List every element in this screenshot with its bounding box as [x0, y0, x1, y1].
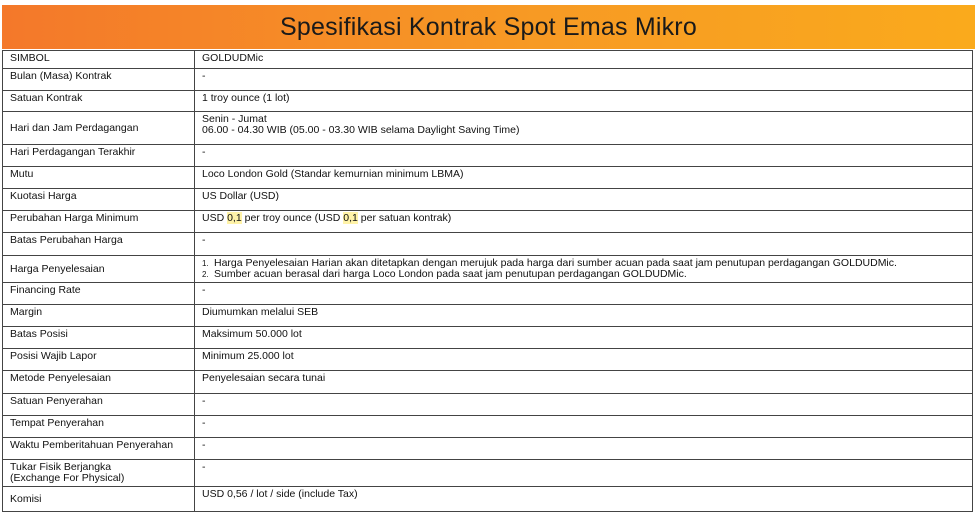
row-label: Hari Perdagangan Terakhir [3, 145, 195, 167]
row-value: - [195, 145, 973, 167]
settlement-list [202, 258, 972, 280]
title-banner [2, 5, 975, 49]
table-row [3, 211, 973, 233]
list-item [202, 269, 972, 280]
table-row [3, 112, 973, 145]
row-label: Komisi [3, 487, 195, 512]
row-value: - [195, 438, 973, 460]
row-value: Maksimum 50.000 lot [195, 327, 973, 349]
table-row [3, 327, 973, 349]
list-number: 1. [202, 259, 209, 268]
row-label: Batas Posisi [3, 327, 195, 349]
row-label: Hari dan Jam Perdagangan [3, 112, 195, 145]
row-label: Bulan (Masa) Kontrak [3, 69, 195, 91]
highlighted-amount: 0,1 [343, 212, 358, 224]
row-label: Harga Penyelesaian [3, 256, 195, 283]
table-row [3, 438, 973, 460]
value-line: Senin - Jumat [202, 113, 267, 125]
row-value: GOLDUDMic [195, 51, 973, 69]
row-value: Penyelesaian secara tunai [195, 371, 973, 394]
row-value: - [195, 460, 973, 487]
row-label: Tempat Penyerahan [3, 416, 195, 438]
row-value: - [195, 416, 973, 438]
list-number: 2. [202, 270, 209, 279]
table-row [3, 371, 973, 394]
row-value: Loco London Gold (Standar kemurnian minimum LBMA) [195, 167, 973, 189]
table-row [3, 349, 973, 371]
row-value: - [195, 69, 973, 91]
table-row [3, 51, 973, 69]
table-row [3, 460, 973, 487]
row-label: Kuotasi Harga [3, 189, 195, 211]
value-line: 06.00 - 04.30 WIB (05.00 - 03.30 WIB selama Daylight Saving Time) [202, 124, 520, 136]
table-row [3, 69, 973, 91]
table-row [3, 416, 973, 438]
highlighted-amount: 0,1 [227, 212, 242, 224]
table-row [3, 256, 973, 283]
table-row [3, 305, 973, 327]
row-value: - [195, 233, 973, 256]
table-row [3, 167, 973, 189]
row-label: Metode Penyelesaian [3, 371, 195, 394]
row-value: Diumumkan melalui SEB [195, 305, 973, 327]
row-value: USD 0,56 / lot / side (include Tax) [195, 487, 973, 512]
row-value [195, 211, 973, 233]
value-part: USD [202, 212, 228, 224]
table-row [3, 394, 973, 416]
row-label: Satuan Kontrak [3, 91, 195, 112]
label-line: (Exchange For Physical) [10, 472, 125, 484]
row-label: Margin [3, 305, 195, 327]
list-text: Sumber acuan berasal dari harga Loco London pada saat jam penutupan perdagangan GOLDUDMic. [214, 268, 687, 280]
row-value: - [195, 394, 973, 416]
row-label [3, 460, 195, 487]
table-row [3, 233, 973, 256]
list-text: Harga Penyelesaian Harian akan ditetapkan dengan merujuk pada harga dari sumber acuan pada saat jam penutupan perdagangan GOLDUDMic. [214, 257, 897, 269]
specification-table [2, 50, 973, 512]
row-label: Batas Perubahan Harga [3, 233, 195, 256]
table-row [3, 189, 973, 211]
value-part: per satuan kontrak) [357, 212, 452, 224]
row-label: Waktu Pemberitahuan Penyerahan [3, 438, 195, 460]
row-value [195, 112, 973, 145]
row-value [195, 256, 973, 283]
row-value: Minimum 25.000 lot [195, 349, 973, 371]
table-row [3, 283, 973, 305]
row-label: Perubahan Harga Minimum [3, 211, 195, 233]
table-row [3, 91, 973, 112]
row-label: Mutu [3, 167, 195, 189]
row-value: - [195, 283, 973, 305]
table-row [3, 145, 973, 167]
page-title: Spesifikasi Kontrak Spot Emas Mikro [280, 12, 697, 41]
row-value: 1 troy ounce (1 lot) [195, 91, 973, 112]
row-label: Financing Rate [3, 283, 195, 305]
row-label: Posisi Wajib Lapor [3, 349, 195, 371]
value-part: per troy ounce (USD [241, 212, 344, 224]
row-value: US Dollar (USD) [195, 189, 973, 211]
row-label: Satuan Penyerahan [3, 394, 195, 416]
row-label: SIMBOL [3, 51, 195, 69]
label-line: Tukar Fisik Berjangka [10, 461, 112, 473]
table-row [3, 487, 973, 512]
